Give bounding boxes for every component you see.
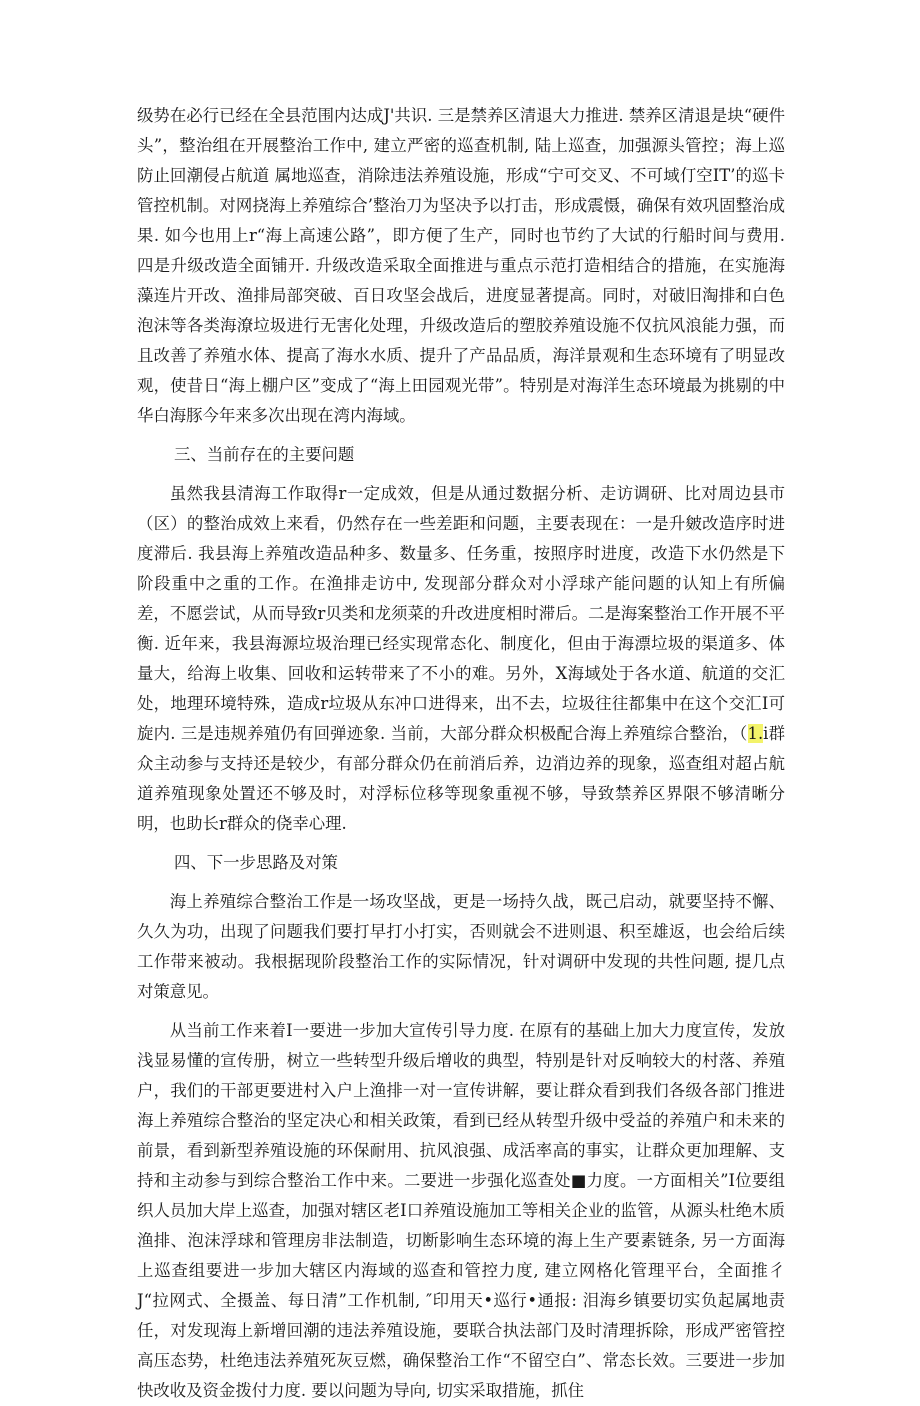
document-body [137,101,785,1406]
paragraph-continued: 级势在必行已经在全县范围内达成J'共识. 三是禁养区清退大力推进. 禁养区清退是块“硬件头”，整治组在开展整治工作中, 建立严密的巡查机制, 陆上巡查，加强源头管控；海上巡防止回潮侵占航道 属地巡查，消除违法养殖设施，形成“宁可交叉、不可域仃空IT’的巡卡管控机制。对网挠海上养殖综合’整治刀为坚决予以打击，形成震慑，确保有效巩固整治成果. 如今也用上r“海上高速公路”，即方便了生产，同时也节约了大试的行船时间与费用. 四是升级改造全面铺开. 升级改造采取全面推进与重点示范打造相结合的措施，在实施海藻连片开改、渔排局部突破、百日攻坚会战后，进度显著提高。同时，对破旧淘排和白色泡沫等各类海潦垃圾进行无害化处理，升级改造后的塑胶养殖设施不仅抗风浪能力强，而且改善了养殖水体、提高了海水水质、提升了产品品质，海洋景观和生态环境有了明显改观，使昔日“海上棚户区”变成了“海上田园观光带”。特别是对海洋生态环境最为挑剔的中华白海豚今年来多次出现在湾内海域。 [137,106,785,425]
paragraph-intro-countermeasures: 海上养殖综合整治工作是一场攻坚战，更是一场持久战，既己启动，就要坚持不懈、久久为功，出现了问题我们要打早打小打实，否则就会不进则退、积至雄返，也会给后续工作带来被动。我根据现阶段整治工作的实际情况，针对调研中发现的共性问题, 提几点对策意见。 [137,892,785,1001]
paragraph-spacer [137,1007,785,1016]
paragraph-problems [137,479,785,839]
highlighted-text: 1. [747,724,764,743]
paragraph-problems-text-b: i群众主动参与支持还是较少，有部分群众仍在前消后养，边消边养的现象，巡查组对超占航道养殖现象处置还不够及时，对浮标位移等现象重视不够，导致禁养区界限不够清晰分明，也助长r群众的侥幸心理. [137,724,785,833]
paragraph-countermeasures: 从当前工作来着I一要进一步加大宣传引导力度. 在原有的基础上加大力度宣传，发放浅显易懂的宣传册，树立一些转型升级后增收的典型，特别是针对反响较大的村落、养殖户，我们的干部更要进村入户上渔排一对一宣传讲解，要让群众看到我们各级各部门推进海上养殖综合整治的坚定决心和相关政策，看到已经从转型升级中受益的养殖户和未来的前景，看到新型养殖设施的环保耐用、抗风浪强、成活率高的事实，让群众更加理解、支持和主动参与到综合整治工作中来。二要进一步强化巡查处■力度。一方面相关”I位要组织人员加大岸上巡查，加强对辖区老I口养殖设施加工等相关企业的监管，从源头杜绝木质渔排、泡沫浮球和管理房非法制造，切断影响生态环境的海上生产要素链条, 另一方面海上巡查组要进一步加大辖区内海域的巡查和管控力度, 建立网格化管理平台，全面推彳J“拉网式、全摄盖、每日清”工作机制, ″印用天•巡行•通报: 泪海乡镇要切实负起属地责任，对发现海上新增回潮的违法养殖设施，要联合执法部门及时清理拆除，形成严密管控高压态势，杜绝违法养殖死灰豆燃，确保整治工作“不留空白”、常态长效。三要进一步加快改收及资金拨付力度. 要以问题为导向, 切实采取措施，抓住 [137,1021,785,1400]
paragraph-problems-text-a: 虽然我县清海工作取得r一定成效，但是从通过数据分析、走访调研、比对周边县市（区）的整治成效上来看，仍然存在一些差距和问题，主要表现在：一是升皴改造序时进度滞后. 我县海上养殖改造品种多、数量多、任务重，按照序时进度，改造下水仍然是下阶段重中之重的工作。在渔排走访中, 发现部分群众对小浮球产能问题的认知上有所偏差，不愿尝试，从而导致r贝类和龙须菜的升改进度相时滞后。二是海案整治工作开展不平衡. 近年来，我县海源垃圾治理已经实现常态化、制度化，但由于海漂垃圾的渠道多、体量大，给海上收集、回收和运转带来了不小的难。另外，X海域处于各水道、航道的交汇处，地理环境特殊，造成r垃圾从东冲口进得来，出不去，垃圾往往都集中在这个交汇I可旋内. 三是违规养殖仍有回弹迹象. 当前，大部分群众枳极配合海上养殖综合整治，（ [137,484,785,743]
section-heading-3: 三、当前存在的主要问题 [174,445,355,464]
section-heading-4: 四、下一步思路及对策 [174,853,338,872]
